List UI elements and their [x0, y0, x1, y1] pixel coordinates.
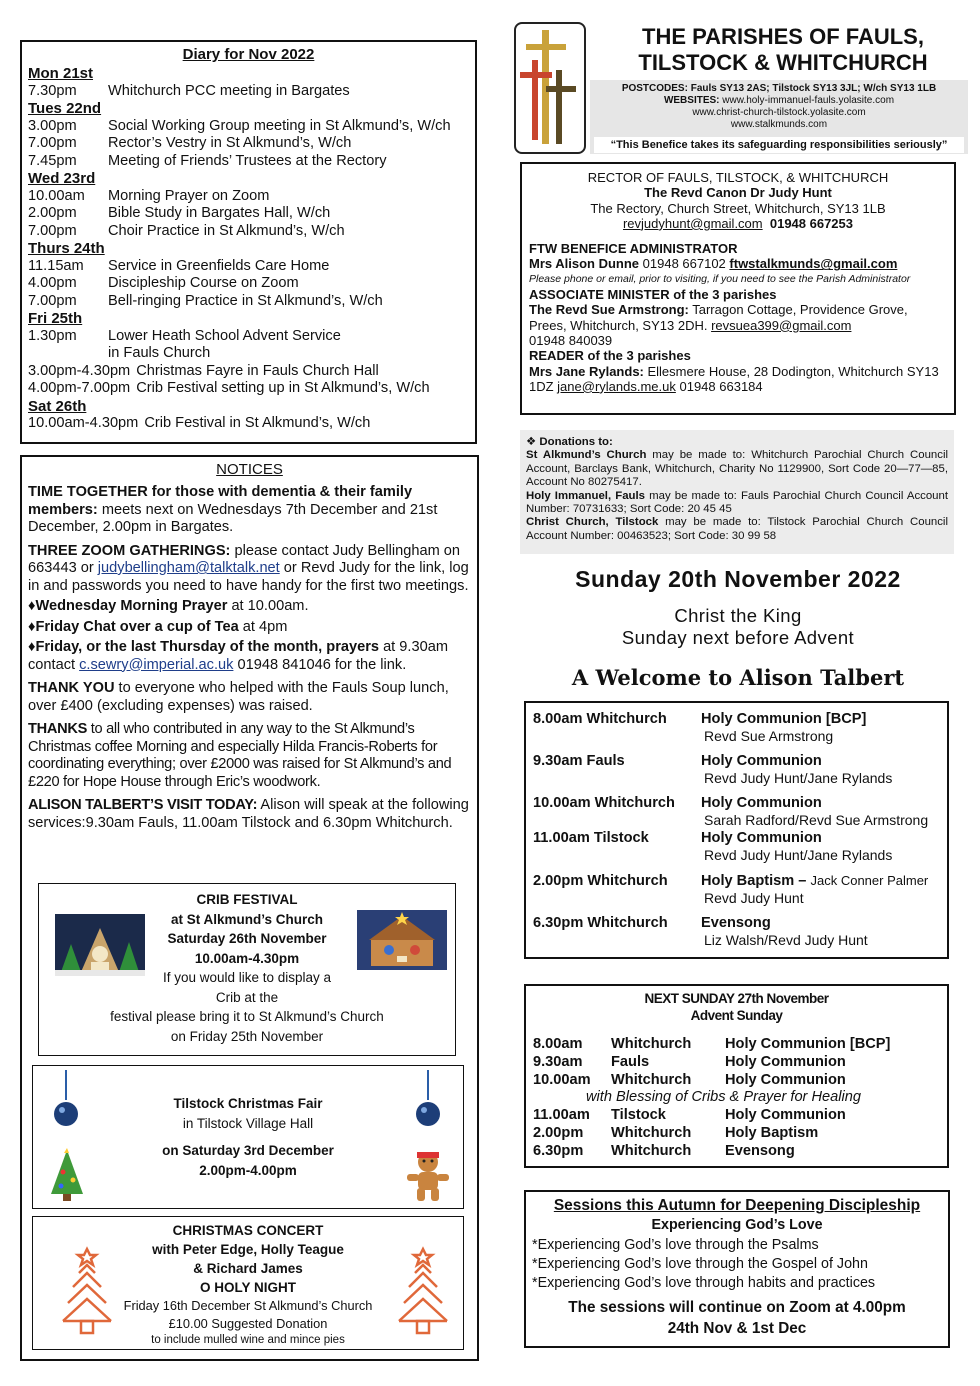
- entry-time: 1.30pm: [28, 327, 77, 344]
- notice-bullet-friday-chat: [28, 619, 471, 637]
- fair-title: Tilstock Christmas Fair: [173, 1096, 323, 1111]
- next-service-name: Holy Baptism: [725, 1125, 819, 1141]
- rector-email-link[interactable]: revjudyhunt@gmail.com: [622, 215, 763, 231]
- christmas-tree-outline-icon: [395, 1243, 451, 1339]
- service-ministers: Revd Judy Hunt/Jane Rylands: [704, 770, 893, 786]
- entry-text: Choir Practice in St Alkmund’s, W/ch: [108, 222, 345, 239]
- reader-email-link[interactable]: jane@rylands.me.uk: [557, 378, 676, 394]
- service-time-place: 9.30am Fauls: [533, 753, 625, 769]
- next-service-time: 6.30pm: [533, 1143, 584, 1159]
- concert-performers: with Peter Edge, Holly Teague: [152, 1242, 344, 1257]
- service-time-place: 8.00am Whitchurch: [533, 711, 667, 727]
- diary-entry: [28, 223, 469, 241]
- notice-heading: Wednesday Morning Prayer: [35, 598, 228, 614]
- next-service-place: Fauls: [611, 1054, 650, 1070]
- parish-header: [514, 22, 954, 157]
- notice-heading: THANK YOU: [28, 680, 115, 696]
- entry-text: Crib Festival in St Alkmund’s, W/ch: [144, 415, 371, 431]
- welcome-banner: A Welcome to Alison Talbert: [571, 665, 905, 690]
- diary-entry: [28, 363, 469, 381]
- service-ministers: Revd Judy Hunt: [704, 890, 804, 906]
- entry-text: Meeting of Friends’ Trustees at the Rectory: [108, 152, 387, 169]
- service-name: Holy Communion [BCP]: [701, 711, 867, 727]
- diary-entry: [28, 293, 469, 311]
- admin-email-link[interactable]: ftwstalkmunds@gmail.com: [729, 256, 898, 272]
- three-crosses-icon: [516, 24, 583, 151]
- admin-note: Please phone or email, prior to visiting, if you need to see the Parish Administrator: [529, 272, 911, 285]
- crib-title: CRIB FESTIVAL: [196, 892, 298, 907]
- diary-day-heading: Sat 26th: [28, 397, 87, 415]
- notice-heading: Friday, or the last Thursday of the month, prayers: [35, 639, 380, 655]
- notice-bullet-morning-prayer: [28, 598, 471, 616]
- crib-text: If you would like to display a: [162, 970, 332, 985]
- notice-bullet-prayers: [28, 639, 471, 674]
- diary-entry: [28, 328, 469, 346]
- notice-text: 01948 841046 for the link.: [233, 656, 407, 673]
- nativity-scene-icon: [55, 914, 145, 976]
- diary-entry: [28, 415, 469, 433]
- feast-subtitle: Sunday next before Advent: [621, 627, 855, 648]
- notice-heading: Friday Chat over a cup of Tea: [35, 618, 239, 635]
- next-service-place: Tilstock: [611, 1107, 666, 1123]
- notice-thank-you: [28, 680, 471, 715]
- crib-time: 10.00am-4.30pm: [194, 950, 300, 966]
- crib-date: Saturday 26th November: [167, 931, 327, 946]
- next-service-time: 11.00am: [533, 1107, 590, 1123]
- reader-phone: 01948 663184: [675, 378, 763, 394]
- entry-time: 7.00pm: [28, 222, 77, 239]
- crib-text: on Friday 25th November: [170, 1028, 324, 1044]
- title-line: TILSTOCK & WHITCHURCH: [638, 50, 928, 75]
- next-service-name: Holy Communion: [725, 1054, 846, 1070]
- next-sunday-box: [524, 984, 949, 1168]
- entry-time: 10.00am-4.30pm: [28, 415, 139, 431]
- associate-title: ASSOCIATE MINISTER of the 3 parishes: [529, 287, 777, 303]
- entry-time: [28, 345, 108, 363]
- safeguarding-statement: “This Benefice takes its safeguarding responsibilities seriously”: [594, 137, 964, 153]
- next-service-time: 10.00am: [533, 1072, 591, 1088]
- notice-text: at 9.30am contact: [28, 639, 448, 673]
- entry-time: 3.00pm-4.30pm: [28, 362, 131, 379]
- notice-heading: THREE ZOOM GATHERINGS:: [28, 542, 231, 559]
- crib-venue: at St Alkmund’s Church: [170, 911, 323, 927]
- next-service-place: Whitchurch: [611, 1125, 692, 1141]
- sessions-box: [524, 1190, 950, 1348]
- crib-festival-box: [38, 883, 456, 1056]
- service-time-place: 2.00pm Whitchurch: [533, 873, 668, 889]
- service-name: Holy Communion: [701, 753, 822, 769]
- concert-price: £10.00 Suggested Donation: [168, 1316, 328, 1331]
- reader-address: Ellesmere House, 28 Dodington, Whitchurch SY13 1DZ: [529, 363, 939, 394]
- entry-time: 7.00pm: [28, 292, 77, 309]
- website-link[interactable]: www.holy-immanuel-fauls.yolasite.com: [722, 95, 895, 106]
- christmas-tree-outline-icon: [59, 1243, 115, 1339]
- notice-time-together: [28, 484, 471, 537]
- rector-address: The Rectory, Church Street, Whitchurch, SY13 1LB: [590, 200, 886, 216]
- donations-heading: Donations to:: [539, 436, 613, 448]
- notice-heading: TIME TOGETHER for those with dementia & their family members:: [28, 484, 413, 518]
- entry-text: Christmas Fayre in Fauls Church Hall: [136, 362, 379, 379]
- title-line: THE PARISHES OF FAULS,: [642, 24, 924, 49]
- next-service-place: Whitchurch: [611, 1072, 692, 1088]
- associate-address: Tarragon Cottage, Providence Grove, Prees, Whitchurch, SY13 2DH.: [529, 302, 908, 333]
- next-service-name: Holy Communion: [725, 1072, 846, 1088]
- concert-title: CHRISTMAS CONCERT: [172, 1223, 324, 1238]
- entry-text: Whitchurch PCC meeting in Bargates: [108, 82, 350, 99]
- next-service-name: Holy Communion: [725, 1107, 846, 1123]
- service-time-place: 11.00am Tilstock: [533, 830, 649, 846]
- diary-box: [20, 40, 477, 444]
- entry-time: 10.00am: [28, 187, 85, 204]
- christmas-concert-box: [32, 1216, 464, 1350]
- service-ministers: Liz Walsh/Revd Judy Hunt: [704, 932, 868, 948]
- next-service-time: 8.00am: [533, 1036, 583, 1052]
- next-service-place: Whitchurch: [611, 1036, 692, 1052]
- session-item: *Experiencing God’s love through the Psalms: [532, 1237, 819, 1253]
- notice-thanks: [28, 721, 471, 791]
- concert-name: O HOLY NIGHT: [199, 1280, 297, 1295]
- entry-text: Rector’s Vestry in St Alkmund’s, W/ch: [108, 135, 352, 151]
- concert-date: Friday 16th December St Alkmund’s Church: [123, 1298, 373, 1313]
- gingerbread-man-icon: [405, 1150, 451, 1202]
- service-time-place: 6.30pm Whitchurch: [533, 915, 668, 931]
- sessions-dates: 24th Nov & 1st Dec: [667, 1320, 807, 1337]
- session-item: *Experiencing God’s love through the Gospel of John: [532, 1256, 868, 1272]
- associate-phone: 01948 840039: [529, 332, 613, 348]
- notice-text: to everyone who helped with the Fauls Soup lunch, over £400 (excluding expenses) was raised.: [28, 680, 449, 714]
- notice-text: at 4pm: [238, 618, 288, 635]
- notice-text: meets next on Wednesdays 7th December and 21st December, 2.00pm in Bargates.: [28, 501, 438, 535]
- next-service-name: Evensong: [725, 1143, 795, 1159]
- entry-text: Social Working Group meeting in St Alkmund’s, W/ch: [108, 117, 451, 134]
- website-link[interactable]: www.christ-church-tilstock.yolasite.com: [692, 107, 866, 118]
- diary-entry: [28, 83, 469, 101]
- entry-time: 4.00pm-7.00pm: [28, 380, 131, 396]
- rector-phone: 01948 667253: [769, 215, 854, 231]
- next-sunday-subtitle: Advent Sunday: [690, 1008, 783, 1023]
- diamond-bullet-icon: ♦: [28, 618, 36, 635]
- account-details: may be made to: Fauls Parochial Church Council Account Number: 70731633; Sort Code: 20 45 45: [526, 489, 948, 516]
- email-link-bellingham[interactable]: judybellingham@talktalk.net: [97, 560, 280, 576]
- entry-text: Bible Study in Bargates Hall, W/ch: [108, 205, 331, 221]
- entry-time: 7.30pm: [28, 82, 77, 99]
- bauble-icon: [413, 1070, 443, 1130]
- notice-text: Alison will speak at the following services:9.30am Fauls, 11.00am Tilstock and 6.30pm Whitchurch.: [28, 797, 469, 831]
- donations-box: [520, 430, 954, 554]
- diamond-bullet-icon: ♦: [28, 639, 36, 655]
- concert-note: to include mulled wine and mince pies: [151, 1334, 345, 1346]
- entry-text: Morning Prayer on Zoom: [108, 187, 270, 204]
- notices-title: NOTICES: [216, 461, 283, 478]
- feast-name: Christ the King: [674, 605, 802, 626]
- entry-time: 2.00pm: [28, 205, 77, 221]
- notices-box: [20, 455, 479, 1361]
- notice-alison-visit: [28, 797, 471, 832]
- entry-time: 4.00pm: [28, 275, 77, 291]
- bullet-icon: ❖: [526, 436, 537, 448]
- notice-text: please contact Judy Bellingham on 663443 or: [28, 542, 461, 576]
- rector-title: RECTOR OF FAULS, TILSTOCK, & WHITCHURCH: [587, 170, 889, 185]
- service-name: Holy Communion: [701, 795, 822, 811]
- fair-date: on Saturday 3rd December: [162, 1143, 334, 1158]
- next-service-note: with Blessing of Cribs & Prayer for Healing: [586, 1089, 861, 1105]
- diary-day-heading: Fri 25th: [28, 310, 83, 327]
- service-ministers: Sarah Radford/Revd Sue Armstrong: [704, 812, 929, 828]
- tilstock-fair-box: [32, 1065, 464, 1209]
- crib-text: Crib at the: [215, 989, 279, 1005]
- entry-text: in Fauls Church: [108, 345, 211, 361]
- next-service-name: Holy Communion [BCP]: [725, 1036, 891, 1052]
- parish-title: [602, 24, 964, 76]
- entry-time: 3.00pm: [28, 117, 77, 134]
- entry-text: Lower Heath School Advent Service: [108, 327, 341, 344]
- entry-time: 7.45pm: [28, 152, 77, 169]
- service-name: Holy Baptism – Jack Conner Palmer: [701, 873, 929, 889]
- next-service-place: Whitchurch: [611, 1143, 692, 1159]
- concert-performers: & Richard James: [193, 1261, 303, 1276]
- entry-time: 7.00pm: [28, 135, 77, 151]
- diary-entry: [28, 205, 469, 223]
- notice-zoom: [28, 543, 471, 596]
- diary-entry: [28, 118, 469, 136]
- associate-email-link[interactable]: revsuea399@gmail.com: [711, 317, 852, 333]
- diary-entry: [28, 345, 469, 363]
- church-name: Christ Church, Tilstock: [526, 516, 659, 529]
- admin-name: Mrs Alison Dunne: [529, 256, 640, 272]
- next-service-time: 2.00pm: [533, 1125, 584, 1141]
- crib-text: festival please bring it to St Alkmund’s Church: [110, 1009, 384, 1024]
- nativity-crib-icon: [357, 910, 447, 970]
- christmas-tree-icon: [45, 1148, 89, 1202]
- entry-time: 11.15am: [28, 257, 84, 274]
- service-name: Evensong: [701, 915, 771, 931]
- sunday-heading: [520, 566, 956, 690]
- diary-list: [28, 65, 469, 433]
- postcodes: POSTCODES: Fauls SY13 2AS; Tilstock SY13 3JL; W/ch SY13 1LB: [621, 83, 937, 94]
- service-ministers: Revd Judy Hunt/Jane Rylands: [704, 847, 893, 863]
- entry-text: Bell-ringing Practice in St Alkmund’s, W/ch: [108, 292, 383, 309]
- account-details: may be made to: Tilstock Parochial Church Council Account Number: 00463523; Sort Code: 30 99 58: [526, 516, 948, 542]
- website-link[interactable]: www.stalkmunds.com: [730, 119, 828, 130]
- session-item: *Experiencing God’s love through habits and practices: [532, 1275, 876, 1291]
- diary-day-heading: Tues 22nd: [28, 100, 102, 117]
- diary-entry: [28, 275, 469, 293]
- associate-name: The Revd Sue Armstrong:: [529, 302, 689, 318]
- rector-name: The Revd Canon Dr Judy Hunt: [644, 185, 832, 201]
- sessions-footer: The sessions will continue on Zoom at 4.00pm: [568, 1299, 906, 1316]
- service-ministers: Revd Sue Armstrong: [704, 728, 834, 744]
- notice-heading: ALISON TALBERT’S VISIT TODAY:: [28, 797, 258, 813]
- diary-title: Diary for Nov 2022: [182, 46, 315, 63]
- clergy-contacts-box: [520, 162, 956, 415]
- sunday-date: Sunday 20th November 2022: [575, 566, 901, 592]
- diary-day-heading: Mon 21st: [28, 65, 94, 82]
- diary-entry: [28, 188, 469, 206]
- diary-entry: [28, 135, 469, 153]
- sessions-title: Sessions this Autumn for Deepening Discipleship: [553, 1197, 921, 1214]
- diamond-bullet-icon: ♦: [28, 598, 36, 614]
- entry-text: Discipleship Course on Zoom: [108, 275, 299, 291]
- diary-day-heading: Wed 23rd: [28, 170, 96, 187]
- diary-day-heading: Thurs 24th: [28, 240, 105, 257]
- diary-entry: [28, 153, 469, 171]
- service-name: Holy Communion: [701, 830, 822, 846]
- fair-time: 2.00pm-4.00pm: [199, 1162, 297, 1178]
- church-name: Holy Immanuel, Fauls: [526, 489, 646, 502]
- entry-text: Service in Greenfields Care Home: [108, 257, 330, 274]
- contact-strip: [590, 80, 968, 154]
- sessions-subtitle: Experiencing God’s Love: [651, 1217, 823, 1233]
- service-time-place: 10.00am Whitchurch: [533, 795, 675, 811]
- account-details: may be made to: Whitchurch Parochial Church Council Account, Barclays Bank, Whitchurch, Charity No 1129900, Sort Code 20—77—85, Account No 80275417.: [526, 449, 949, 489]
- reader-title: READER of the 3 parishes: [529, 348, 691, 364]
- reader-name: Mrs Jane Rylands:: [529, 363, 644, 379]
- church-name: St Alkmund’s Church: [526, 449, 647, 462]
- entry-text: Crib Festival setting up in St Alkmund’s, W/ch: [136, 380, 430, 396]
- websites-label: WEBSITES:: [663, 95, 720, 106]
- fair-venue: in Tilstock Village Hall: [182, 1115, 314, 1131]
- diary-entry: [28, 258, 469, 276]
- admin-phone: 01948 667102: [639, 256, 730, 272]
- admin-title: FTW BENEFICE ADMINISTRATOR: [529, 241, 738, 257]
- notice-text: or Revd Judy for the link, log in and passwords you need to have handy for the first two meetings.: [28, 560, 469, 594]
- diary-entry: [28, 380, 469, 398]
- next-sunday-title: NEXT SUNDAY 27th November: [644, 991, 829, 1006]
- crosses-logo: [514, 22, 586, 154]
- next-service-time: 9.30am: [533, 1054, 583, 1070]
- notice-text: to all who contributed in any way to the St Alkmund’s Christmas coffee Morning and especially Hilda Francis-Roberts for coordinating everything; over £2000 was raised for St Alkmund’s and £220 for Hope House through Eric’s woodwork.: [28, 721, 452, 790]
- email-link-sewry[interactable]: c.sewry@imperial.ac.uk: [79, 656, 234, 673]
- bauble-icon: [51, 1070, 81, 1130]
- notice-heading: THANKS: [28, 721, 88, 737]
- notice-text: at 10.00am.: [227, 598, 309, 614]
- services-box: [524, 701, 949, 959]
